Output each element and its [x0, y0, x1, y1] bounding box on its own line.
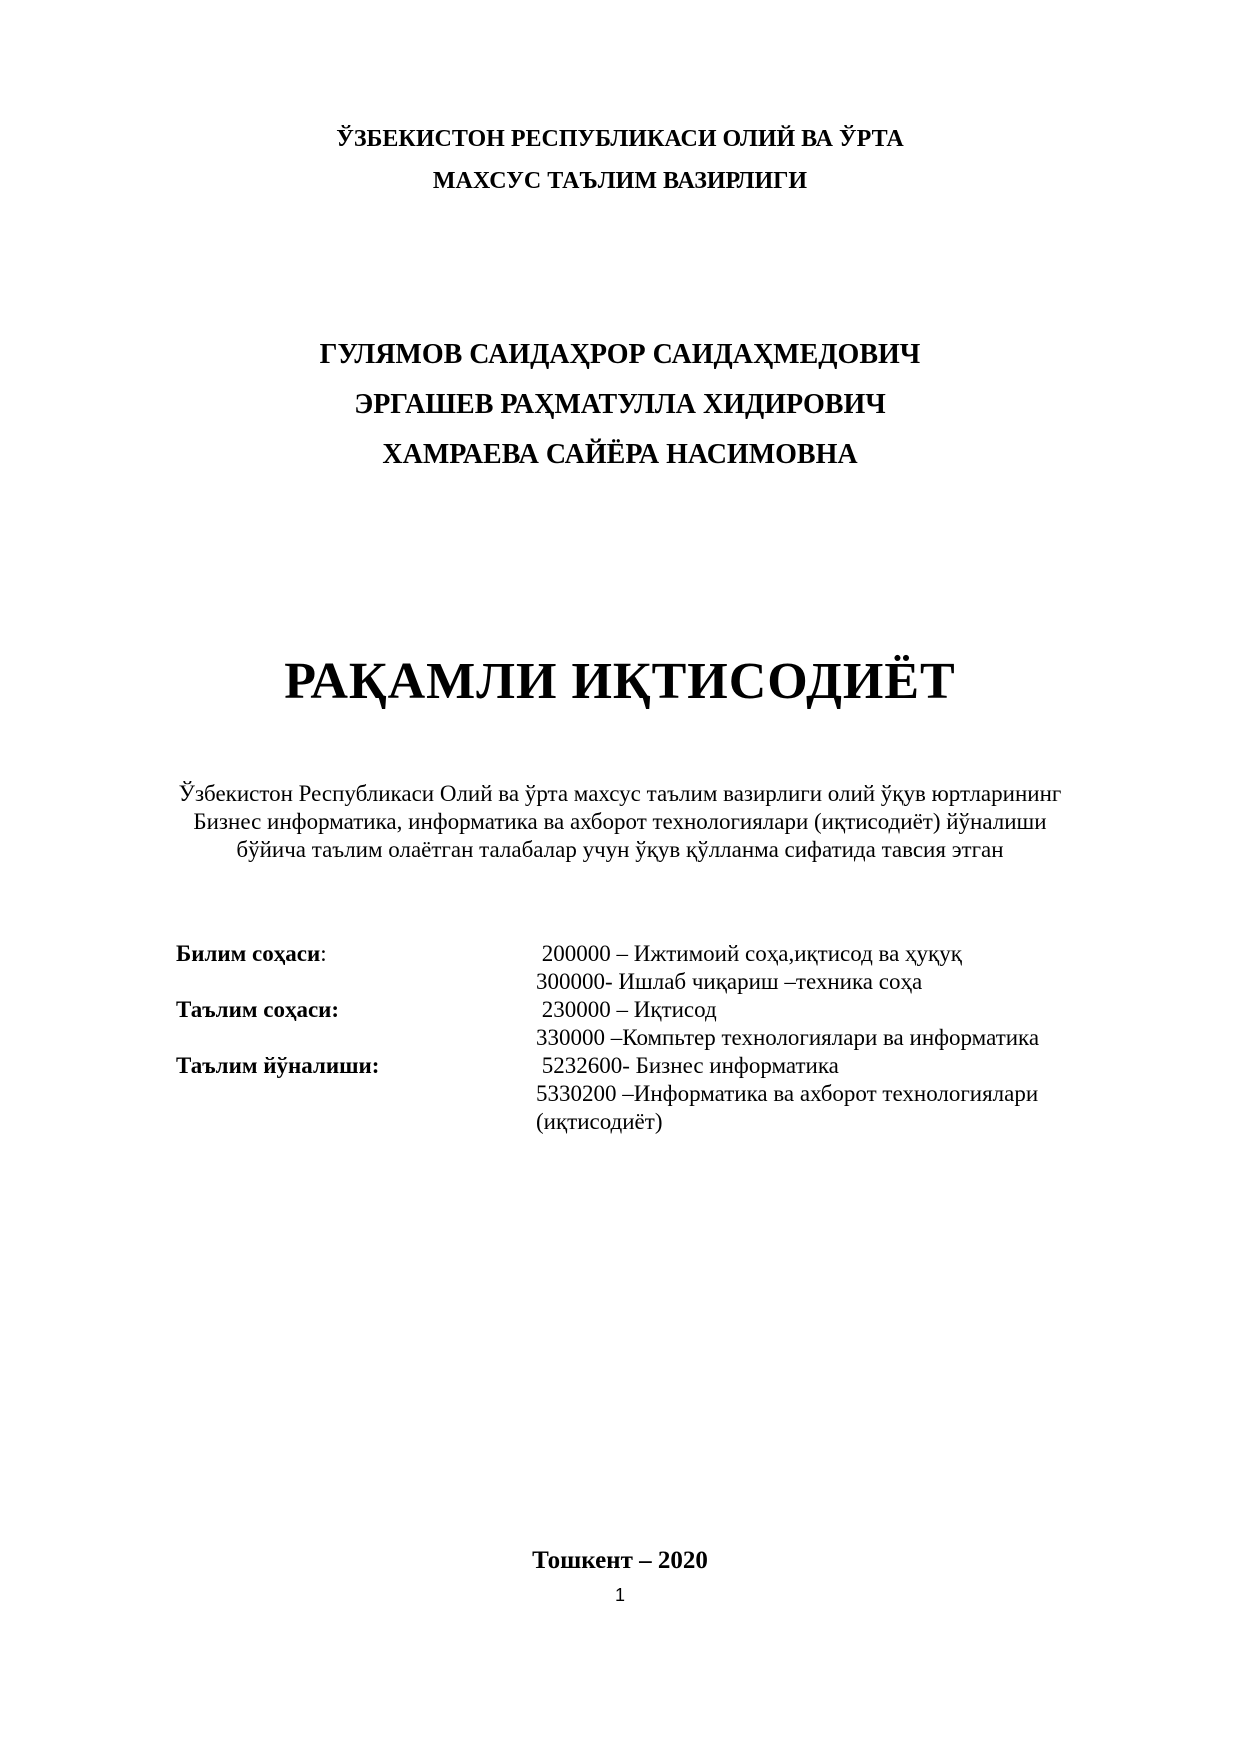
direction-row [176, 1052, 1126, 1080]
author-name: ГУЛЯМОВ САИДАҲРОР САИДАҲМЕДОВИЧ [319, 339, 921, 370]
direction-row [176, 1108, 1126, 1136]
field-row [176, 968, 1126, 996]
area-row [176, 1024, 1126, 1052]
recommendation-text [0, 780, 1240, 864]
direction-value: 5330200 –Информатика ва ахборот технологиялари [536, 1081, 1039, 1106]
ministry-line-1: ЎЗБЕКИСТОН РЕСПУБЛИКАСИ ОЛИЙ ВА ЎРТА [336, 126, 904, 152]
author-name: ЭРГАШЕВ РАҲМАТУЛЛА ХИДИРОВИЧ [354, 389, 886, 420]
city-year: Тошкент – 2020 [532, 1547, 708, 1574]
recommendation-line: Бизнес информатика, информатика ва ахборот технологиялари (иқтисодиёт) йўналиши [193, 809, 1047, 834]
area-label: Таълим соҳаси: [176, 997, 340, 1022]
page-number: 1 [614, 1585, 625, 1605]
classification-details [176, 940, 1126, 1136]
direction-value: (иқтисодиёт) [536, 1109, 663, 1134]
field-value: 300000- Ишлаб чиқариш –техника соҳа [536, 969, 923, 994]
field-value: 200000 – Ижтимоий соҳа,иқтисод ва ҳуқуқ [536, 941, 962, 966]
document-title: РАҚАМЛИ ИҚТИСОДИЁТ [284, 653, 956, 710]
author-list [0, 330, 1240, 480]
area-value: 330000 –Компьтер технологиялари ва информатика [536, 1025, 1040, 1050]
author-name: ХАМРАЕВА САЙЁРА НАСИМОВНА [382, 439, 858, 470]
direction-label: Таълим йўналиши: [176, 1053, 380, 1078]
field-row [176, 940, 1126, 968]
field-label: Билим соҳаси: [176, 941, 327, 966]
direction-value: 5232600- Бизнес информатика [536, 1053, 839, 1078]
recommendation-line: Ўзбекистон Республикаси Олий ва ўрта махсус таълим вазирлиги олий ўқув юртларининг [178, 781, 1062, 806]
direction-row [176, 1080, 1126, 1108]
area-value: 230000 – Иқтисод [536, 997, 717, 1022]
ministry-header [0, 118, 1240, 202]
recommendation-line: бўйича таълим олаётган талабалар учун ўқув қўлланма сифатида тавсия этган [236, 837, 1004, 862]
area-row [176, 996, 1126, 1024]
ministry-line-2: МАХСУС ТАЪЛИМ ВАЗИРЛИГИ [432, 168, 808, 194]
